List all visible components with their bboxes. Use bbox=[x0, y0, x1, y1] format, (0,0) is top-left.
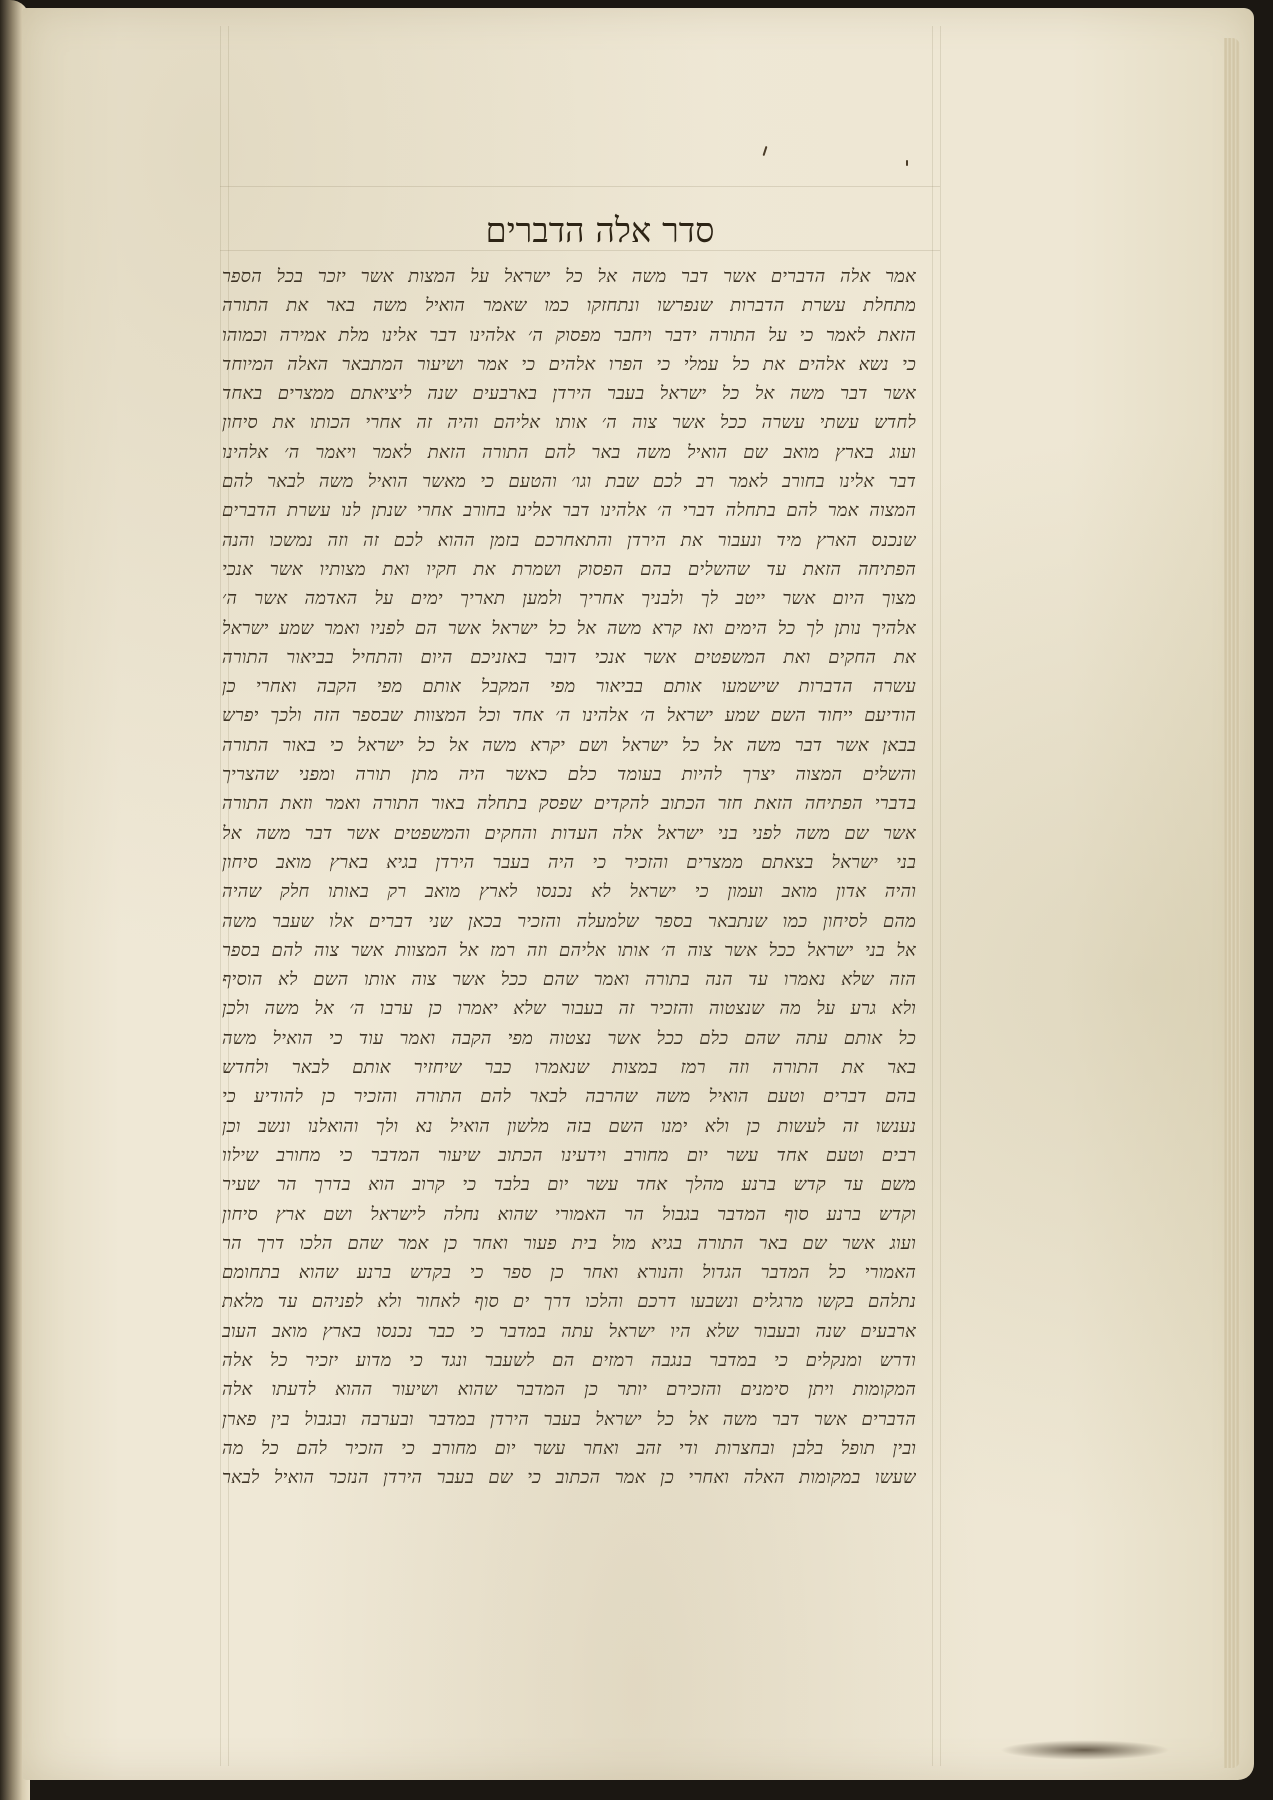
text-line: בבאן אשר דבר משה אל כל ישראל ושם יקרא משה אל כל ישראל כי באור התורה bbox=[222, 734, 916, 756]
text-line: ובין תופל בלבן ובחצרות ודי זהב ואחר עשר יום מחורב כי הזכיר להם כל מה bbox=[222, 1437, 916, 1459]
text-line: דבר אלינו בחורב לאמר רב לכם שבת וגו׳ והטעם כי מאשר הואיל משה לבאר להם bbox=[222, 471, 916, 493]
text-line: בדברי הפתיחה הזאת חזר הכתוב להקדים שפסק בתחלה באור התורה ואמר וזאת התורה bbox=[222, 793, 916, 815]
text-line: כי נשא אלהים את כל עמלי כי הפרו אלהים כי אמר ושיעור המתבאר האלה המיוחד bbox=[222, 353, 916, 375]
text-line: לחדש עשתי עשרה ככל אשר צוה ה׳ אותו אליהם והיה זה אחרי הכותו את סיחון bbox=[222, 412, 916, 434]
text-line: הדברים אשר דבר משה אל כל ישראל בעבר הירדן במדבר ובערבה ובגבול בין פארן bbox=[222, 1408, 916, 1430]
text-line: וקדש ברנע סוף המדבר בגבול הר האמורי שהוא נחלה לישראל ושם ארץ סיחון bbox=[222, 1203, 916, 1225]
text-line: אשר דבר משה אל כל ישראל בעבר הירדן בארבעים שנה ליציאתם ממצרים באחד bbox=[222, 383, 916, 405]
ink-speck bbox=[763, 146, 768, 156]
ruling-line bbox=[220, 26, 221, 1766]
text-line: ולא גרע על מה שנצטוה והזכיר זה בעבור שלא יאמרו כן ערבו ה׳ אל משה ולכן bbox=[222, 998, 916, 1020]
text-line: משם עד קדש ברנע מהלך אחד עשר יום בלבד כי קרוב הוא בדרך הר שעיר bbox=[222, 1174, 916, 1196]
text-line: והיה אדון מואב ועמון כי ישראל לא נכנסו לארץ מואב רק באותו חלק שהיה bbox=[222, 881, 916, 903]
hebrew-text-column bbox=[222, 262, 916, 1492]
text-line: אלהיך נותן לך כל הימים ואז קרא משה אל כל ישראל אשר הם לפניו ואמר שמע ישראל bbox=[222, 617, 916, 639]
text-line: ארבעים שנה ובעבור שלא היו ישראל עתה במדבר כי כבר נכנסו בארץ מואב העוב bbox=[222, 1320, 916, 1342]
text-line: המקומות ויתן סימנים והזכירם יותר כן המדבר שהוא ושיעור ההוא לדעתו אלה bbox=[222, 1379, 916, 1401]
text-line: נתלהם בקשו מרגלים ונשבעו דרכם והלכו דרך ים סוף לאחור ולא לפניהם עד מלאת bbox=[222, 1291, 916, 1313]
text-line: את החקים ואת המשפטים אשר אנכי דובר באזניכם היום והתחיל בביאור התורה bbox=[222, 646, 916, 668]
text-line: הזה שלא נאמרו עד הנה בתורה ואמר שהם ככל אשר צוה אותו השם לא הוסיף bbox=[222, 969, 916, 991]
text-line: בני ישראל בצאתם ממצרים והזכיר כי היה בעבר הירדן בגיא בארץ מואב סיחון bbox=[222, 851, 916, 873]
ruling-line bbox=[940, 26, 941, 1766]
text-line: כל אותם עתה שהם כלם ככל אשר נצטוה מפי הקבה ואמר עוד כי הואיל משה bbox=[222, 1027, 916, 1049]
text-line: האמורי כל המדבר הגדול והנורא ואחר כן ספר כי בקדש ברנע שהוא בתחומם bbox=[222, 1262, 916, 1284]
fore-edge bbox=[1224, 38, 1240, 1768]
text-line: עשרה הדברות שישמעו אותם בביאור מפי המקבל אותם מפי הקבה ואחרי כן bbox=[222, 676, 916, 698]
text-line: מתחלת עשרת הדברות שנפרשו ונתחזקו כמו שאמר הואיל משה באר את התורה bbox=[222, 295, 916, 317]
text-line: והשלים המצוה יצרך להיות בעומד כלם כאשר היה מתן תורה ומפני שהצריך bbox=[222, 764, 916, 786]
text-line: ועוג בארץ מואב שם הואיל משה באר להם התורה הזאת לאמר ויאמר ה׳ אלהינו bbox=[222, 441, 916, 463]
ruling-line bbox=[220, 186, 940, 187]
text-line: מצוך היום אשר ייטב לך ולבניך אחריך ולמען תאריך ימים על האדמה אשר ה׳ bbox=[222, 588, 916, 610]
text-line: הודיעם ייחוד השם שמע ישראל ה׳ אלהינו ה׳ אחד וכל המצוות שבספר הזה ולכך יפרש bbox=[222, 705, 916, 727]
text-line: בהם דברים וטעם הואיל משה שהרבה לבאר להם התורה והזכיר כן להודיע כי bbox=[222, 1086, 916, 1108]
ink-speck bbox=[906, 160, 908, 166]
text-line: באר את התורה וזה רמז במצות שנאמרו כבר שיחזיר אותם לבאר ולחדש bbox=[222, 1057, 916, 1079]
text-line: רבים וטעם אחד עשר יום מחורב וידעינו הכתוב שיעור המדבר כי מחורב שילוו bbox=[222, 1144, 916, 1166]
bottom-stain bbox=[1000, 1740, 1170, 1760]
text-line: הפתיחה הזאת עד שהשלים בהם הפסוק ושמרת את חקיו ואת מצותיו אשר אנכי bbox=[222, 558, 916, 580]
text-line: ועוג אשר שם באר התורה בגיא מול בית פעור ואחר כן אמר שהם הלכו דרך הר bbox=[222, 1232, 916, 1254]
ruling-line bbox=[932, 26, 933, 1766]
section-heading: סדר אלה הדברים bbox=[485, 211, 715, 251]
text-line: אמר אלה הדברים אשר דבר משה אל כל ישראל על המצות אשר יזכר בכל הספר bbox=[222, 266, 916, 287]
text-line: נענשו זה לעשות כן ולא ימנו השם בזה מלשון הואיל נא ולך והואלנו ונשב וכן bbox=[222, 1115, 916, 1137]
text-line: אל בני ישראל ככל אשר צוה ה׳ אותו אליהם וזה רמז אל המצוות אשר צוה להם בספר bbox=[222, 939, 916, 961]
text-line: המצוה אמר להם בתחלה דברי ה׳ אלהינו דבר אלינו בחורב אחרי שנתן לנו עשרת הדברים bbox=[222, 500, 916, 522]
text-line: אשר שם משה לפני בני ישראל אלה העדות והחקים והמשפטים אשר דבר משה אל bbox=[222, 822, 916, 844]
text-line: שנכנס הארץ מיד ונעבור את הירדן והתאחרכם בזמן ההוא לכם זה וזה נמשכו והנה bbox=[222, 529, 916, 551]
text-line: ודרש ומנקלים כי במדבר בנגבה רמזים הם לשעבר ונגד כי מדוע יזכיר כל אלה bbox=[222, 1349, 916, 1371]
text-line: שעשו במקומות האלה ואחרי כן אמר הכתוב כי שם בעבר הירדן הנזכר הואיל לבאר bbox=[222, 1467, 916, 1489]
text-line: מהם לסיחון כמו שנתבאר בספר שלמעלה והזכיר בכאן שני דברים אלו שעבר משה bbox=[222, 910, 916, 932]
text-line: הזאת לאמר כי על התורה ידבר ויחבר מפסוק ה׳ אלהינו דבר אלינו מלת אמירה וכמוהו bbox=[222, 324, 916, 346]
